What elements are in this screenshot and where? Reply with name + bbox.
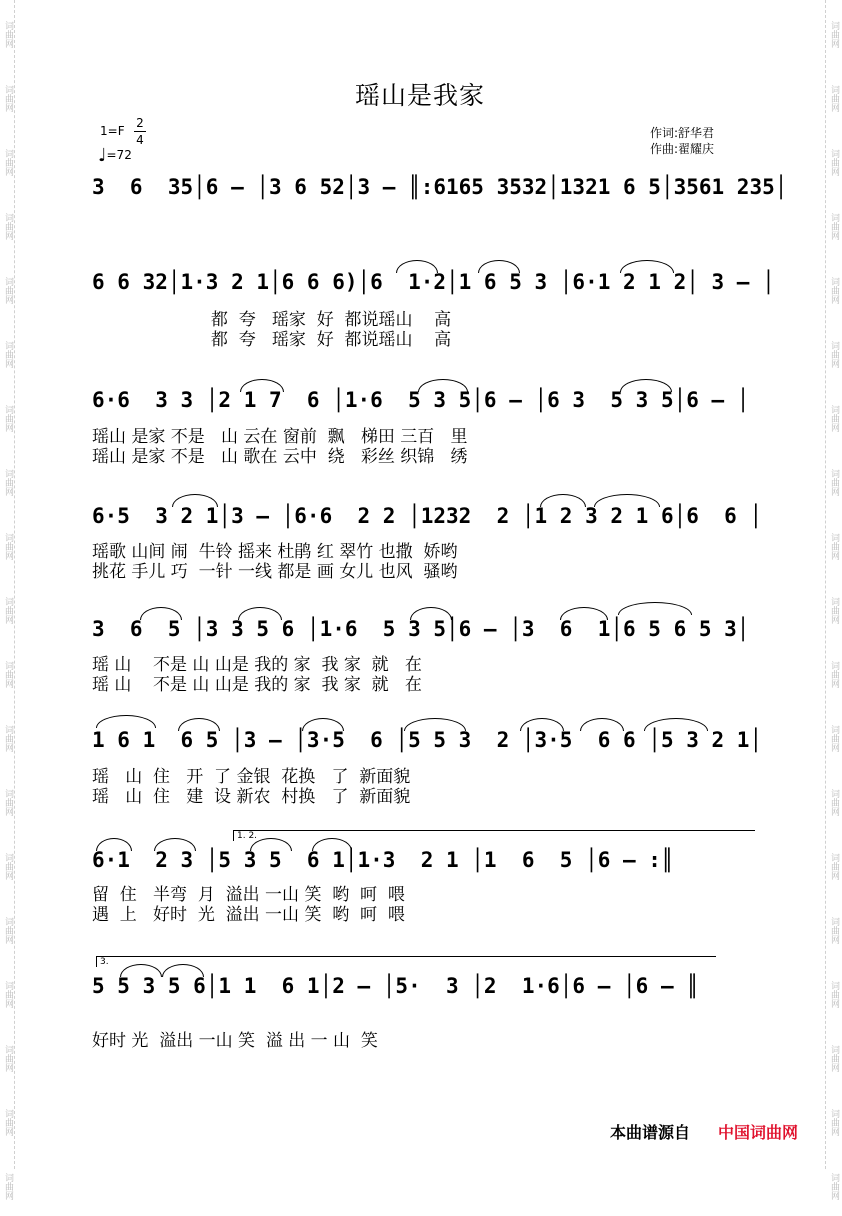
- watermark-text: 词曲网: [3, 340, 13, 368]
- watermark-text: 词曲网: [829, 980, 839, 1008]
- watermark-text: 词曲网: [3, 596, 13, 624]
- time-signature-bottom: 4: [136, 133, 144, 147]
- watermark-text: 词曲网: [829, 916, 839, 944]
- tempo-value: =72: [106, 148, 132, 162]
- slur: [410, 607, 452, 620]
- slur: [396, 260, 438, 273]
- watermark-text: 词曲网: [829, 532, 839, 560]
- slur: [96, 715, 156, 728]
- slur: [594, 494, 660, 507]
- watermark-text: 词曲网: [3, 1172, 13, 1200]
- slur: [520, 718, 564, 731]
- watermark-text: 词曲网: [829, 20, 839, 48]
- watermark-text: 词曲网: [3, 276, 13, 304]
- footer-source-label: 本曲谱源自: [610, 1123, 691, 1142]
- slur: [560, 607, 608, 620]
- watermark-text: 词曲网: [3, 660, 13, 688]
- lyric-row-2-verse-1: 都 夸 瑶家 好 都说瑶山 高: [92, 310, 452, 330]
- slur: [240, 379, 284, 392]
- lyric-row-4-verse-2: 挑花 手儿 巧 一针 一线 都是 画 女儿 也风 骚哟: [92, 562, 458, 582]
- watermark-text: 词曲网: [829, 212, 839, 240]
- watermark-text: 词曲网: [3, 404, 13, 432]
- lyric-row-7-verse-1: 留 住 半弯 月 溢出 一山 笑 哟 呵 喂: [92, 885, 405, 905]
- watermark-text: 词曲网: [829, 596, 839, 624]
- lyricist-credit: 作词:舒华君: [650, 126, 715, 140]
- watermark-text: 词曲网: [3, 148, 13, 176]
- watermark-text: 词曲网: [3, 788, 13, 816]
- slur: [618, 602, 692, 615]
- watermark-text: 词曲网: [3, 212, 13, 240]
- slur: [620, 379, 672, 392]
- time-signature-top: 2: [136, 116, 144, 130]
- lyric-row-5-verse-1: 瑶 山 不是 山 山是 我的 家 我 家 就 在: [92, 655, 422, 675]
- watermark-text: 词曲网: [3, 1108, 13, 1136]
- slur: [478, 260, 520, 273]
- lyric-row-4-verse-1: 瑶歌 山间 闹 牛铃 摇来 杜鹃 红 翠竹 也撒 娇哟: [92, 542, 458, 562]
- time-signature: [134, 116, 146, 147]
- watermark-text: 词曲网: [829, 852, 839, 880]
- watermark-text: 词曲网: [3, 916, 13, 944]
- slur: [140, 607, 182, 620]
- watermark-text: 词曲网: [3, 20, 13, 48]
- watermark-text: 词曲网: [3, 468, 13, 496]
- watermark-text: 词曲网: [829, 1044, 839, 1072]
- slur: [96, 838, 132, 851]
- score-row-4: 6·5 3 2 1│3 – │6·6 2 2 │1232 2 │1 2 3 2 1 6│6 6 │: [92, 504, 763, 528]
- watermark-text: 词曲网: [829, 660, 839, 688]
- watermark-text: 词曲网: [829, 340, 839, 368]
- lyric-row-6-verse-2: 瑶 山 住 建 设 新农 村换 了 新面貌: [92, 787, 411, 807]
- lyric-row-3-verse-1: 瑶山 是家 不是 山 云在 窗前 飘 梯田 三百 里: [92, 427, 468, 447]
- slur: [404, 718, 466, 731]
- watermark-text: 词曲网: [829, 1172, 839, 1200]
- slur: [302, 718, 344, 731]
- lyric-row-8: 好时 光 溢出 一山 笑 溢 出 一 山 笑: [92, 1031, 378, 1051]
- watermark-text: 词曲网: [829, 148, 839, 176]
- lyric-row-6-verse-1: 瑶 山 住 开 了 金银 花换 了 新面貌: [92, 767, 411, 787]
- watermark-text: 词曲网: [3, 724, 13, 752]
- lyric-row-3-verse-2: 瑶山 是家 不是 山 歌在 云中 绕 彩丝 织锦 绣: [92, 447, 468, 467]
- watermark-text: 词曲网: [3, 852, 13, 880]
- composer-credit: 作曲:翟耀庆: [650, 142, 715, 156]
- quarter-note-icon: ♩: [98, 145, 107, 166]
- slur: [172, 494, 218, 507]
- lyric-row-2-verse-2: 都 夸 瑶家 好 都说瑶山 高: [92, 330, 452, 350]
- right-watermark-strip: [825, 0, 840, 1200]
- slur: [620, 260, 674, 273]
- score-row-2: 6 6 32│1·3 2 1│6 6 6)│6 1·2│1 6 5 3 │6·1 2 1 2│ 3 – │: [92, 270, 775, 294]
- score-row-5: 3 6 5 │3 3 5 6 │1·6 5 3 5│6 – │3 6 1│6 5 6 5 3│: [92, 617, 750, 641]
- tempo-marking: [98, 145, 132, 166]
- watermark-text: 词曲网: [829, 788, 839, 816]
- left-watermark-strip: [0, 0, 15, 1200]
- slur: [540, 494, 586, 507]
- key-signature: 1=F: [100, 124, 125, 138]
- score-row-1: 3 6 35│6 – │3 6 52│3 – ║:6165 3532│1321 6 5│3561 235│: [92, 175, 788, 199]
- watermark-text: 词曲网: [829, 468, 839, 496]
- slur: [154, 838, 196, 851]
- slur: [418, 379, 468, 392]
- watermark-text: 词曲网: [3, 1044, 13, 1072]
- volta-first-ending: 1. 2.: [233, 830, 755, 841]
- watermark-text: 词曲网: [829, 724, 839, 752]
- watermark-text: 词曲网: [3, 532, 13, 560]
- score-row-6: 1 6 1 6 5 │3 – │3·5 6 │5 5 3 2 │3·5 6 6 │5 3 2 1│: [92, 728, 763, 752]
- watermark-text: 词曲网: [3, 980, 13, 1008]
- watermark-text: 词曲网: [829, 84, 839, 112]
- watermark-text: 词曲网: [829, 1108, 839, 1136]
- volta-third-ending: 3.: [96, 956, 716, 967]
- slur: [644, 718, 708, 731]
- score-row-7: 6·1 2 3 │5 3 5 6 1│1·3 2 1 │1 6 5 │6 – :║: [92, 848, 674, 872]
- lyric-row-7-verse-2: 遇 上 好时 光 溢出 一山 笑 哟 呵 喂: [92, 905, 405, 925]
- score-row-8: 5 5 3 5 6│1 1 6 1│2 – │5· 3 │2 1·6│6 – │6 – ║: [92, 974, 699, 998]
- watermark-text: 词曲网: [829, 276, 839, 304]
- slur: [580, 718, 624, 731]
- watermark-text: 词曲网: [3, 84, 13, 112]
- lyric-row-5-verse-2: 瑶 山 不是 山 山是 我的 家 我 家 就 在: [92, 675, 422, 695]
- watermark-text: 词曲网: [829, 404, 839, 432]
- slur: [178, 718, 220, 731]
- page-title: 瑶山是我家: [354, 81, 485, 110]
- slur: [238, 607, 282, 620]
- footer-site-link[interactable]: 中国词曲网: [718, 1123, 799, 1142]
- score-row-3: 6·6 3 3 │2 1 7 6 │1·6 5 3 5│6 – │6 3 5 3 5│6 – │: [92, 388, 750, 412]
